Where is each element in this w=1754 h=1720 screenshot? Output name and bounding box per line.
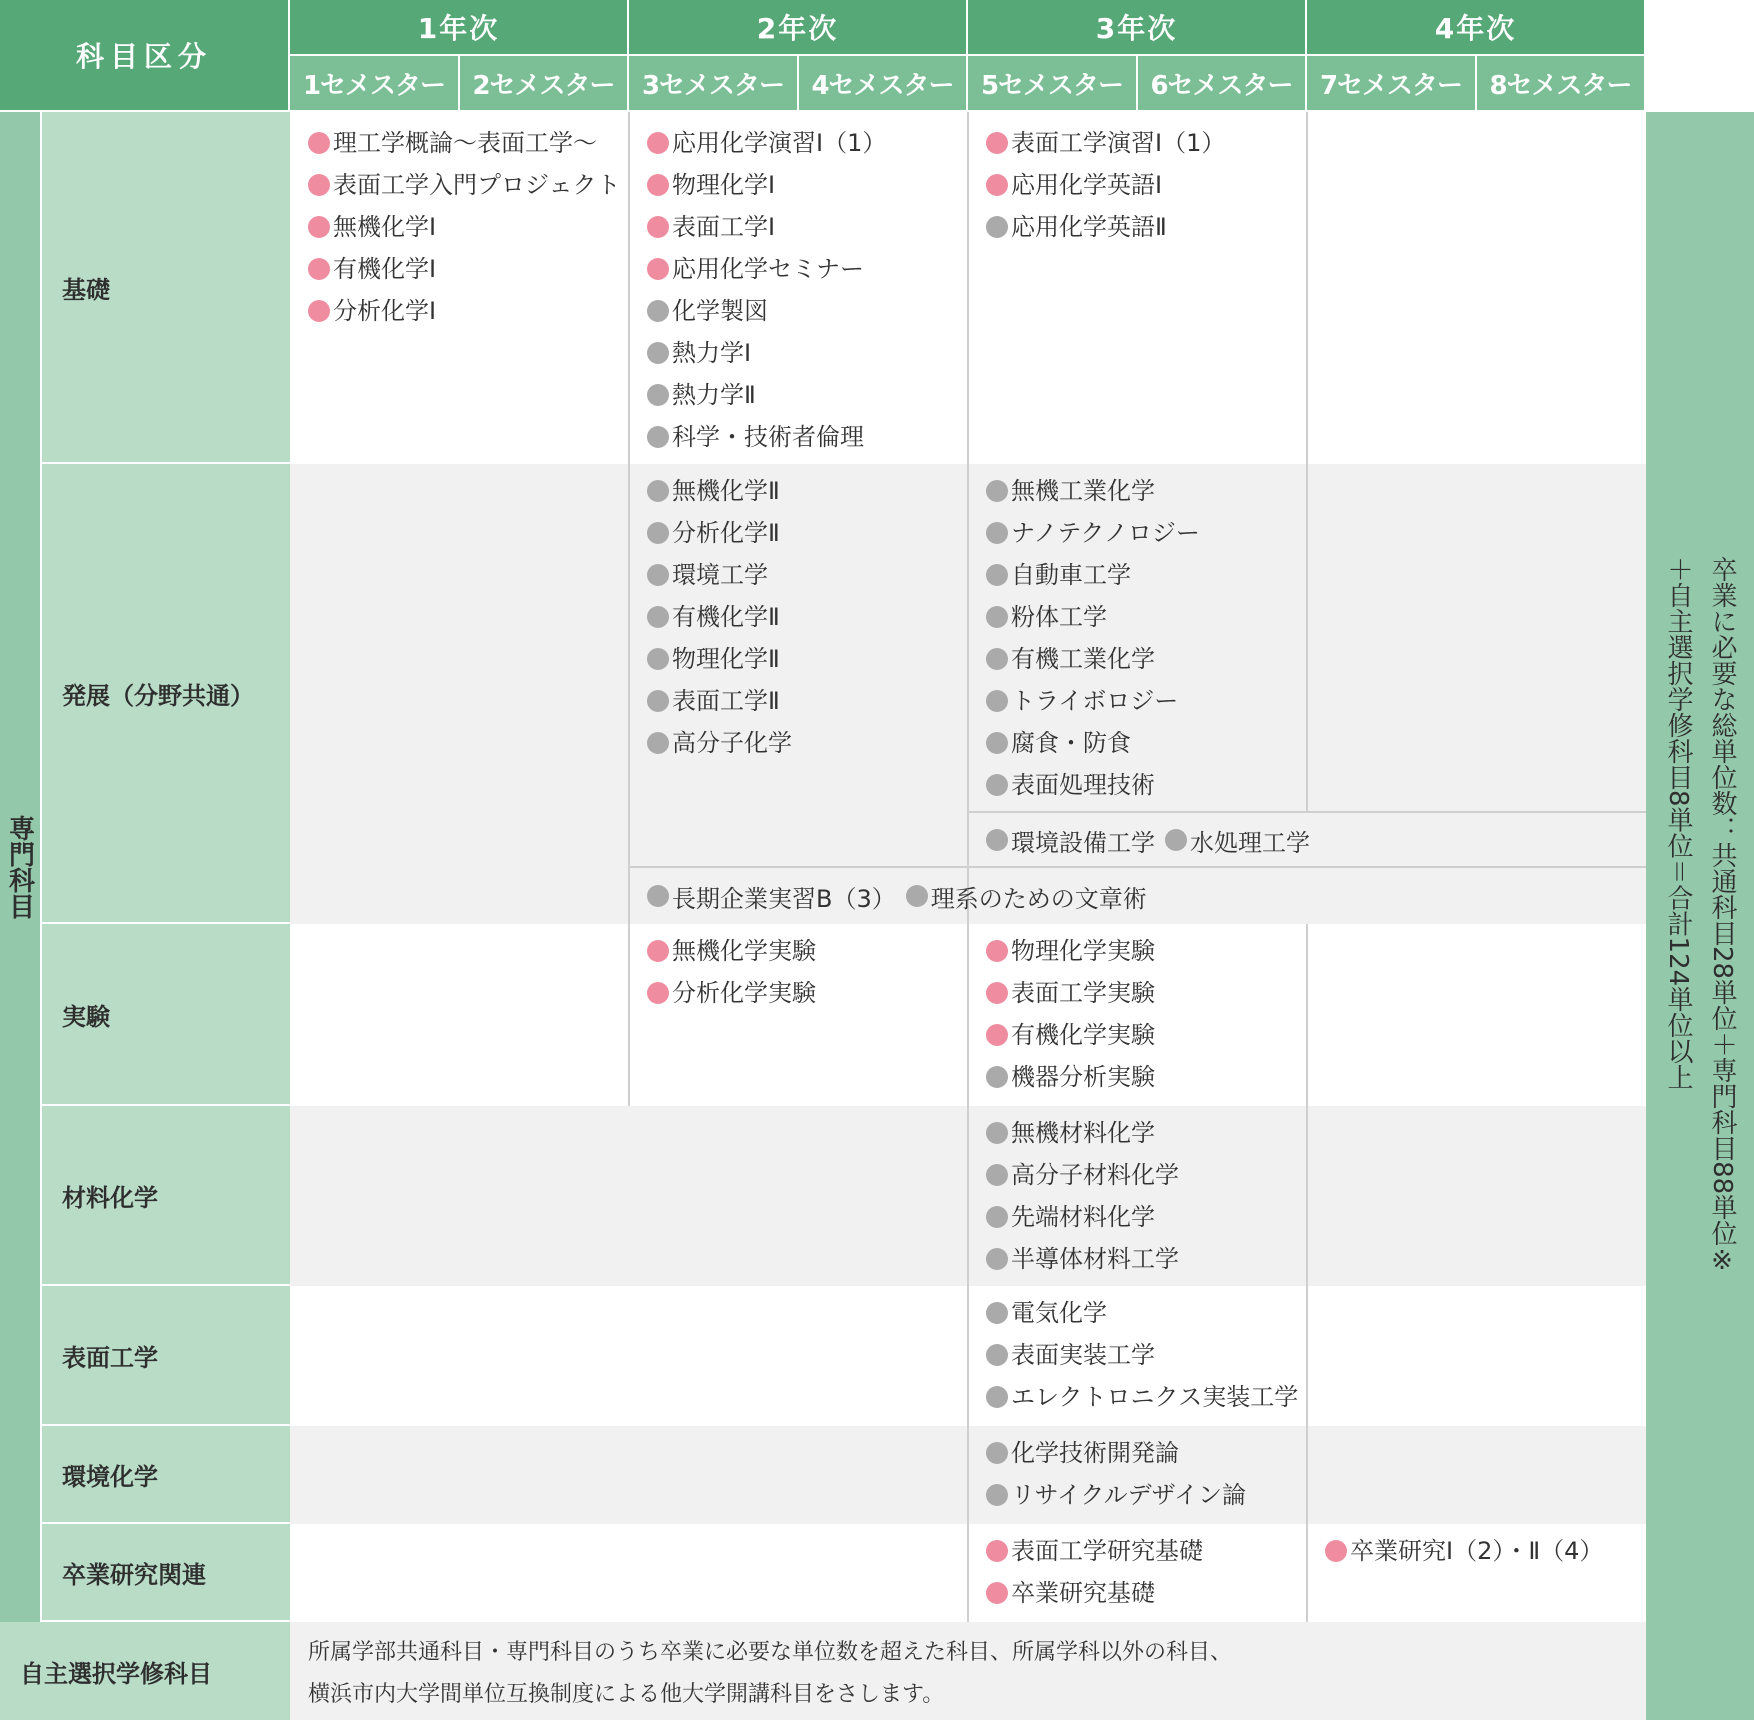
required-course-dot-icon — [986, 1540, 1008, 1562]
elective-course-dot-icon — [986, 829, 1008, 851]
header-semester-7: 7セメスター — [1307, 56, 1477, 112]
jishu-description-line1: 所属学部共通科目・専門科目のうち卒業に必要な単位数を超えた科目、所属学科以外の科目、 — [308, 1640, 1233, 1665]
course-item — [647, 122, 967, 164]
course-label: 化学技術開発論 — [1011, 1439, 1179, 1467]
course-label: 無機化学Ⅱ — [672, 477, 780, 505]
course-label: 表面工学入門プロジェクト — [333, 171, 621, 199]
course-item — [647, 596, 967, 638]
required-course-dot-icon — [647, 216, 669, 238]
elective-course-dot-icon — [986, 1206, 1008, 1228]
course-label: 腐食・防食 — [1011, 729, 1131, 757]
category-sotsugyo: 卒業研究関連 — [42, 1524, 290, 1622]
category-jishu: 自主選択学修科目 — [0, 1622, 290, 1720]
header-semester-4: 4セメスター — [799, 56, 968, 112]
course-item — [986, 596, 1306, 638]
required-course-dot-icon — [308, 300, 330, 322]
course-label: リサイクルデザイン論 — [1011, 1481, 1246, 1509]
course-item — [647, 290, 967, 332]
course-label: 有機工業化学 — [1011, 645, 1155, 673]
cell-hatten-y2 — [629, 470, 967, 764]
course-label: 無機化学実験 — [672, 937, 816, 965]
course-label: 熱力学Ⅱ — [672, 381, 756, 409]
course-label: 分析化学Ⅰ — [333, 297, 437, 325]
elective-course-dot-icon — [986, 690, 1008, 712]
course-label: 表面工学研究基礎 — [1011, 1537, 1203, 1565]
category-jikken: 実験 — [42, 924, 290, 1106]
required-course-dot-icon — [647, 258, 669, 280]
elective-course-dot-icon — [986, 1484, 1008, 1506]
elective-course-dot-icon — [986, 1164, 1008, 1186]
jishu-description-line2: 横浜市内大学間単位互換制度による他大学開講科目をさします。 — [308, 1682, 945, 1707]
course-item — [986, 164, 1306, 206]
elective-course-dot-icon — [986, 480, 1008, 502]
course-item — [986, 122, 1306, 164]
side-credit-note-text — [1656, 556, 1744, 1276]
course-item — [986, 1238, 1306, 1280]
header-semester-3: 3セメスター — [629, 56, 799, 112]
course-label: 高分子化学 — [672, 729, 792, 757]
course-item — [647, 512, 967, 554]
course-item — [308, 122, 628, 164]
cell-kiso-y1 — [290, 122, 628, 332]
jishu-description — [290, 1622, 1646, 1720]
required-course-dot-icon — [1325, 1540, 1347, 1562]
course-item — [647, 680, 967, 722]
elective-course-dot-icon — [986, 1386, 1008, 1408]
elective-course-dot-icon — [647, 606, 669, 628]
course-label: 物理化学Ⅰ — [672, 171, 776, 199]
divider-year4-lower — [1306, 924, 1308, 1622]
elective-course-dot-icon — [986, 1442, 1008, 1464]
header-semester-2: 2セメスター — [460, 56, 629, 112]
elective-course-dot-icon — [647, 648, 669, 670]
required-course-dot-icon — [308, 174, 330, 196]
required-course-dot-icon — [647, 940, 669, 962]
divider-hatten-y2-4 — [629, 866, 1646, 868]
category-kiso: 基礎 — [42, 112, 290, 464]
course-label: 環境工学 — [672, 561, 768, 589]
category-zairyo: 材料化学 — [42, 1106, 290, 1286]
category-hatten: 発展（分野共通） — [42, 464, 290, 924]
required-course-dot-icon — [986, 1582, 1008, 1604]
course-item — [986, 1196, 1306, 1238]
course-label: 分析化学Ⅱ — [672, 519, 780, 547]
course-label: 有機化学Ⅰ — [333, 255, 437, 283]
course-item — [647, 374, 967, 416]
course-label: 応用化学演習Ⅰ（1） — [672, 129, 887, 157]
elective-course-dot-icon — [986, 1122, 1008, 1144]
course-label: ナノテクノロジー — [1011, 519, 1200, 547]
elective-course-dot-icon — [986, 606, 1008, 628]
elective-course-dot-icon — [647, 564, 669, 586]
elective-course-dot-icon — [647, 885, 669, 907]
course-item — [986, 206, 1306, 248]
course-item — [647, 164, 967, 206]
course-item — [986, 554, 1306, 596]
cell-hatten-y3 — [968, 470, 1306, 806]
course-item — [647, 972, 967, 1014]
side-credit-note-line2: ＋自主選択学修科目8単位＝合計124単位以上 — [1663, 555, 1693, 1091]
elective-course-dot-icon — [986, 522, 1008, 544]
course-label: 化学製図 — [672, 297, 768, 325]
course-item — [647, 332, 967, 374]
header-year-2: 2年次 — [629, 0, 968, 56]
divider-hatten-y3-4 — [968, 811, 1646, 813]
course-label: 水処理工学 — [1190, 828, 1310, 857]
course-label: 応用化学英語Ⅰ — [1011, 171, 1163, 199]
divider-year4-upper — [1306, 112, 1308, 812]
course-label: 無機化学Ⅰ — [333, 213, 437, 241]
cell-kankyo-y3 — [968, 1432, 1306, 1516]
elective-course-dot-icon — [1165, 829, 1187, 851]
elective-course-dot-icon — [986, 648, 1008, 670]
cell-jikken-y3 — [968, 930, 1306, 1098]
header-semester-5: 5セメスター — [968, 56, 1138, 112]
required-course-dot-icon — [308, 216, 330, 238]
course-item — [986, 1014, 1306, 1056]
course-label: 長期企業実習B（3） — [672, 884, 896, 913]
required-course-dot-icon — [308, 132, 330, 154]
course-item — [986, 1056, 1306, 1098]
course-item — [986, 972, 1306, 1014]
course-label: 分析化学実験 — [672, 979, 816, 1007]
course-item — [986, 1530, 1306, 1572]
course-label: 理工学概論～表面工学～ — [333, 129, 597, 157]
header-year-4: 4年次 — [1307, 0, 1646, 56]
header-year-1: 1年次 — [290, 0, 629, 56]
course-label: 物理化学実験 — [1011, 937, 1155, 965]
course-item — [308, 206, 628, 248]
course-item — [986, 1572, 1306, 1614]
course-label: 無機工業化学 — [1011, 477, 1155, 505]
required-course-dot-icon — [986, 982, 1008, 1004]
cell-hatten-y3-4 — [968, 815, 1646, 865]
course-label: 応用化学セミナー — [672, 255, 864, 283]
required-course-dot-icon — [986, 132, 1008, 154]
course-label: 環境設備工学 — [1011, 828, 1155, 857]
elective-course-dot-icon — [647, 732, 669, 754]
elective-course-dot-icon — [986, 1302, 1008, 1324]
elective-course-dot-icon — [647, 342, 669, 364]
elective-course-dot-icon — [986, 774, 1008, 796]
course-label: 表面工学Ⅱ — [672, 687, 780, 715]
course-label: 機器分析実験 — [1011, 1063, 1155, 1091]
elective-course-dot-icon — [986, 732, 1008, 754]
course-label: 無機材料化学 — [1011, 1119, 1155, 1147]
course-item — [986, 680, 1306, 722]
header-semester-1: 1セメスター — [290, 56, 460, 112]
course-item — [986, 470, 1306, 512]
header-semester-8: 8セメスター — [1477, 56, 1646, 112]
cell-sotsugyo-y3 — [968, 1530, 1306, 1614]
course-label: 科学・技術者倫理 — [672, 423, 864, 451]
course-item — [986, 1112, 1306, 1154]
course-label: 粉体工学 — [1011, 603, 1107, 631]
group-label-specialized: 専門科目 — [0, 112, 42, 1622]
cell-zairyo-y3 — [968, 1112, 1306, 1280]
elective-course-dot-icon — [647, 384, 669, 406]
course-label: 有機化学Ⅱ — [672, 603, 780, 631]
elective-course-dot-icon — [647, 300, 669, 322]
course-label: 表面実装工学 — [1011, 1341, 1155, 1369]
course-item — [986, 1292, 1306, 1334]
course-label: エレクトロニクス実装工学 — [1011, 1383, 1299, 1411]
elective-course-dot-icon — [986, 1344, 1008, 1366]
course-item — [647, 722, 967, 764]
elective-course-dot-icon — [986, 564, 1008, 586]
header-subject-category: 科目区分 — [0, 0, 290, 112]
course-item — [986, 512, 1306, 554]
course-label: 物理化学Ⅱ — [672, 645, 780, 673]
required-course-dot-icon — [308, 258, 330, 280]
elective-course-dot-icon — [647, 690, 669, 712]
course-item — [986, 1376, 1306, 1418]
course-label: 表面工学演習Ⅰ（1） — [1011, 129, 1226, 157]
course-item — [986, 1154, 1306, 1196]
category-hyomen: 表面工学 — [42, 1286, 290, 1426]
cell-sotsugyo-y4 — [1307, 1530, 1646, 1572]
category-kankyo: 環境化学 — [42, 1426, 290, 1524]
course-item — [1325, 1530, 1646, 1572]
course-label: 理系のための文章術 — [930, 884, 1147, 913]
course-item — [647, 206, 967, 248]
required-course-dot-icon — [986, 1024, 1008, 1046]
course-label: トライボロジー — [1011, 687, 1179, 715]
course-item — [986, 930, 1306, 972]
cell-hyomen-y3 — [968, 1292, 1306, 1418]
side-credit-note-line1: 卒業に必要な総単位数：共通科目28単位＋専門科目88単位※ — [1707, 555, 1737, 1277]
cell-kiso-y2 — [629, 122, 967, 458]
course-item — [308, 290, 628, 332]
required-course-dot-icon — [986, 940, 1008, 962]
elective-course-dot-icon — [986, 216, 1008, 238]
course-label: 熱力学Ⅰ — [672, 339, 752, 367]
course-label: 自動車工学 — [1011, 561, 1131, 589]
elective-course-dot-icon — [647, 426, 669, 448]
course-item — [647, 470, 967, 512]
cell-jikken-y2 — [629, 930, 967, 1014]
required-course-dot-icon — [647, 982, 669, 1004]
course-item — [986, 1334, 1306, 1376]
cell-hatten-y2-4 — [629, 870, 1646, 922]
elective-course-dot-icon — [647, 522, 669, 544]
course-item — [986, 722, 1306, 764]
course-label: 有機化学実験 — [1011, 1021, 1155, 1049]
course-item — [647, 248, 967, 290]
course-label: 表面処理技術 — [1011, 771, 1155, 799]
course-item — [986, 764, 1306, 806]
course-label: 電気化学 — [1011, 1299, 1107, 1327]
course-item — [986, 638, 1306, 680]
course-item — [308, 164, 628, 206]
course-label: 応用化学英語Ⅱ — [1011, 213, 1167, 241]
course-label: 卒業研究基礎 — [1011, 1579, 1155, 1607]
course-item — [308, 248, 628, 290]
course-label: 高分子材料化学 — [1011, 1161, 1179, 1189]
course-item — [647, 554, 967, 596]
cell-kiso-y3 — [968, 122, 1306, 248]
header-year-3: 3年次 — [968, 0, 1307, 56]
course-item — [647, 638, 967, 680]
course-item — [986, 1474, 1306, 1516]
side-credit-note — [1646, 112, 1754, 1720]
course-item — [647, 930, 967, 972]
required-course-dot-icon — [647, 132, 669, 154]
course-item — [986, 1432, 1306, 1474]
course-item — [647, 416, 967, 458]
elective-course-dot-icon — [986, 1248, 1008, 1270]
course-label: 先端材料化学 — [1011, 1203, 1155, 1231]
elective-course-dot-icon — [647, 480, 669, 502]
elective-course-dot-icon — [986, 1066, 1008, 1088]
course-label: 表面工学Ⅰ — [672, 213, 776, 241]
required-course-dot-icon — [986, 174, 1008, 196]
required-course-dot-icon — [647, 174, 669, 196]
course-label: 卒業研究Ⅰ（2）・Ⅱ（4） — [1350, 1537, 1604, 1565]
course-label: 表面工学実験 — [1011, 979, 1155, 1007]
header-semester-6: 6セメスター — [1138, 56, 1307, 112]
course-label: 半導体材料工学 — [1011, 1245, 1179, 1273]
elective-course-dot-icon — [906, 885, 928, 907]
